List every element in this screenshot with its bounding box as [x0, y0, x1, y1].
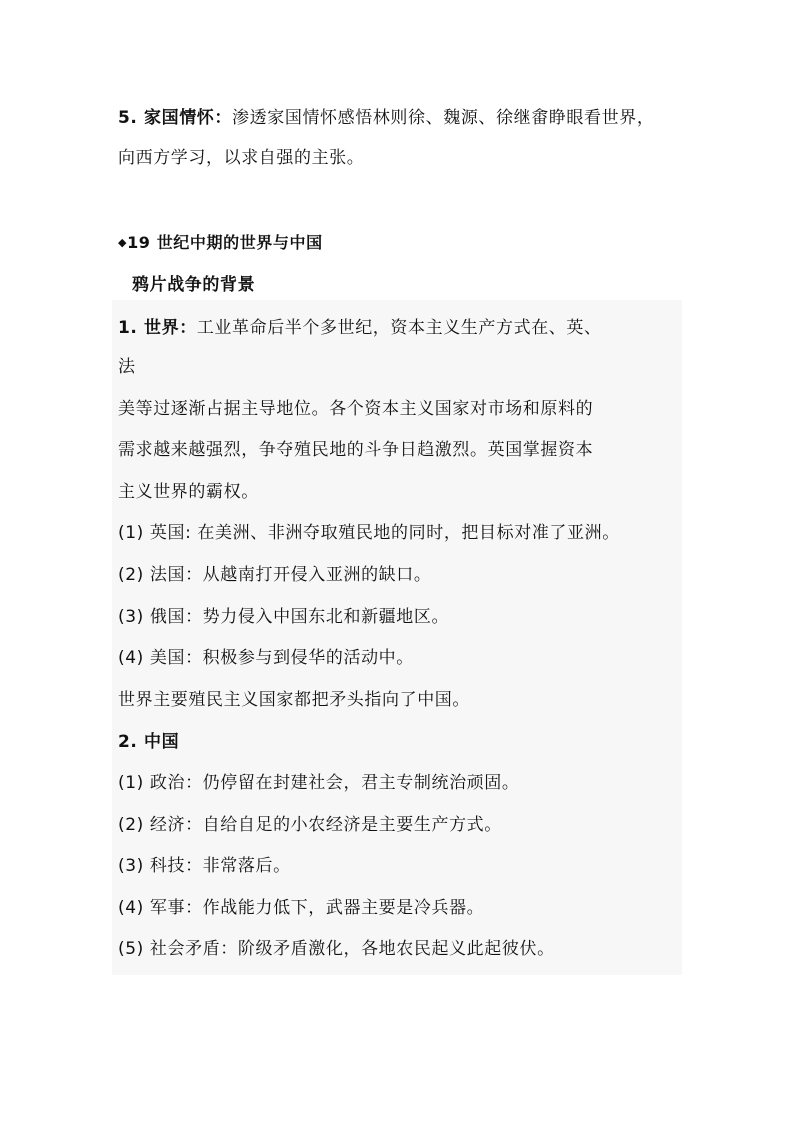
china-item-4: (4) 军事：作战能力低下，武器主要是冷兵器。 — [118, 898, 485, 918]
world-text-3: 需求越来越强烈，争夺殖民地的斗争日趋激烈。英国掌握资本 — [118, 440, 594, 460]
world-label: 1. 世界： — [118, 318, 197, 338]
section-title-line — [118, 231, 323, 255]
world-text-2: 美等过逐渐占据主导地位。各个资本主义国家对市场和原料的 — [118, 399, 594, 419]
section-title: 19 世纪中期的世界与中国 — [127, 233, 323, 252]
world-line-0 — [118, 316, 602, 340]
world-item-2: (2) 法国：从越南打开侵入亚洲的缺口。 — [118, 565, 432, 585]
item5-text: 渗透家国情怀感悟林则徐、魏源、徐继畬睁眼看世界， — [232, 108, 655, 128]
item5-continuation: 向西方学习，以求自强的主张。 — [118, 148, 365, 168]
china-label: 2. 中国 — [118, 732, 180, 752]
world-text-0: 工业革命后半个多世纪，资本主义生产方式在、英、 — [196, 318, 602, 338]
world-item-1: (1) 英国: 在美洲、非洲夺取殖民地的同时，把目标对准了亚洲。 — [118, 523, 620, 543]
china-item-1: (1) 政治：仍停留在封建社会，君主专制统治顽固。 — [118, 773, 520, 793]
item5-label: 5. 家国情怀： — [118, 108, 233, 128]
item5-line — [118, 106, 654, 130]
world-item-3: (3) 俄国：势力侵入中国东北和新疆地区。 — [118, 607, 450, 627]
world-text-1: 法 — [118, 357, 136, 377]
world-text-4: 主义世界的霸权。 — [118, 482, 259, 502]
china-item-2: (2) 经济：自给自足的小农经济是主要生产方式。 — [118, 815, 502, 835]
china-item-5: (5) 社会矛盾：阶级矛盾激化，各地农民起义此起彼伏。 — [118, 939, 555, 959]
diamond-bullet-icon: ◆ — [118, 236, 128, 249]
world-item-4: (4) 美国：积极参与到侵华的活动中。 — [118, 648, 414, 668]
world-summary: 世界主要殖民主义国家都把矛头指向了中国。 — [118, 690, 470, 710]
section-subtitle: 鸦片战争的背景 — [132, 275, 256, 295]
china-item-3: (3) 科技：非常落后。 — [118, 856, 291, 876]
